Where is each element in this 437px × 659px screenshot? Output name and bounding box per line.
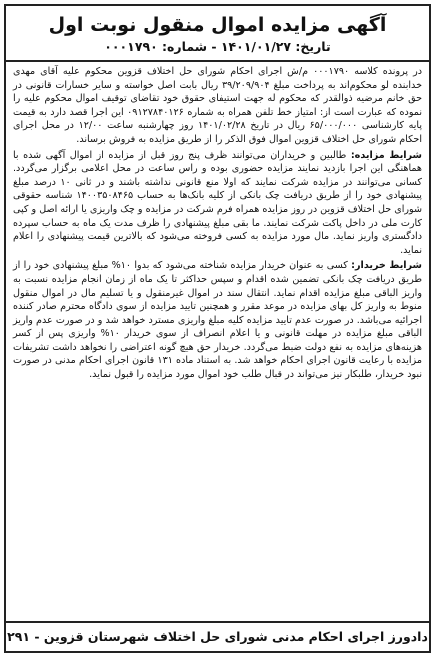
auction-notice xyxy=(4,4,431,653)
intro-paragraph: در پرونده کلاسه ۰۰۰۱۷۹۰ م/ش اجرای احکام شورای حل اختلاف قزوین محکوم علیه آقای مهدی خدابنده لو محکوم‌اند به پرداخت مبلغ ۳۹/۲۰۹/۹۰۴ ریال بابت اصل خواسته و سایر خسارات قانونی در حق خانم مرضیه ذوالقدر که محکوم له جهت استیفای حقوق خود تقاضای توقیف اموال محکوم علیه را نموده که عبارت است از: امتیاز خط تلفن همراه به شماره ۰۹۱۲۷۸۴۰۱۲۶ این اجرا قصد دارد به قیمت پایه کارشناسی ۶۵/۰۰۰/۰۰۰ ریال در تاریخ ۱۴۰۱/۰۲/۲۸ روز چهارشنبه ساعت ۱۲/۰۰ در محل اجرای احکام شورای حل اختلاف قزوین اموال فوق الذکر را از طریق مزایده به فروش برساند. xyxy=(13,66,422,145)
auction-conditions xyxy=(13,149,422,258)
buyer-conditions-label: شرایط خریدار: xyxy=(351,260,422,272)
notice-title: آگهی مزایده اموال منقول نوبت اول xyxy=(48,14,387,36)
notice-date-number: تاریخ: ۱۴۰۱/۰۱/۲۷ - شماره: ۰۰۰۱۷۹۰ xyxy=(104,39,331,54)
buyer-conditions xyxy=(13,259,422,381)
auction-conditions-text: طالبین و خریداران می‌توانند ظرف پنج روز قبل از مزایده از اموال آگهی شده با هماهنگی این اجرا بازدید نمایند مزایده حضوری بوده و راس ساعت در محل اعلامی برگزار می‌گردد. کسانی می‌توانند در مزایده شرکت نمایند که اولا منع قانونی نداشته باشند و در ثانی ۱۰ درصد مبلغ پیشنهادی خود را از طریق دریافت چک بانکی از کلیه بانک‌ها به حساب ۱۴۰۰۳۵۰۸۴۶۵ شناسه حقوقی شورای حل اختلاف قزوین در روز مزایده همراه فرم شرکت در مزایده و چک واریزی یا ارائه اصل و کپی کارت ملی در داخل پاکت شرکت نمایند. ما بقی مبلغ پیشنهادی را ظرف مدت یک ماه به حساب سپرده دادگستری واریز نماید. مال مورد مزایده به کسی فروخته می‌شود که بالاترین قیمت پیشنهادی را اعلام نماید. xyxy=(13,149,422,256)
auction-conditions-label: شرایط مزایده: xyxy=(350,149,422,161)
notice-body xyxy=(6,65,429,382)
buyer-conditions-text: کسی به عنوان خریدار مزایده شناخته می‌شود که بدوا ۱۰% مبلغ پیشنهادی خود را از طریق دریافت چک بانکی تضمین شده اقدام و سپس حداکثر تا یک ماه از زمان انجام مزایده نسبت به واریز الباقی مبلغ مزایده اقدام نماید. انتقال سند در اموال غیرمنقول و یا تسلیم مال در اموال منقول منوط به واریز کل بهای مزایده در موعد مقرر و همچنین تایید مزایده از سوی دادگاه محترم صادر کننده اجرائیه می‌باشد. در صورت عدم تایید مزایده کلیه مبلغ واریزی مسترد خواهد شد و در صورت عدم واریز الباقی مبلغ مزایده در مهلت قانونی و یا اعلام انصراف از سوی خریدار ۱۰% واریزی پس از کسر هزینه‌های مزایده به نفع دولت ضبط می‌گردد. خریدار حق هیچ گونه اعتراضی را نخواهد داشت تشریفات مزایده با رعایت قانون اجرای احکام خواهد شد. به استناد ماده ۱۳۱ قانون اجرای احکام مدنی در صورت نبود خریدار، طلبکار نیز می‌تواند در قبال طلب خود اموال مورد مزایده را قبول نماید. xyxy=(13,260,422,381)
header-divider xyxy=(6,60,429,62)
notice-signature-footer: دادورز اجرای احکام مدنی شورای حل اختلاف شهرستان قزوین - ۲۹۱ xyxy=(6,621,429,651)
